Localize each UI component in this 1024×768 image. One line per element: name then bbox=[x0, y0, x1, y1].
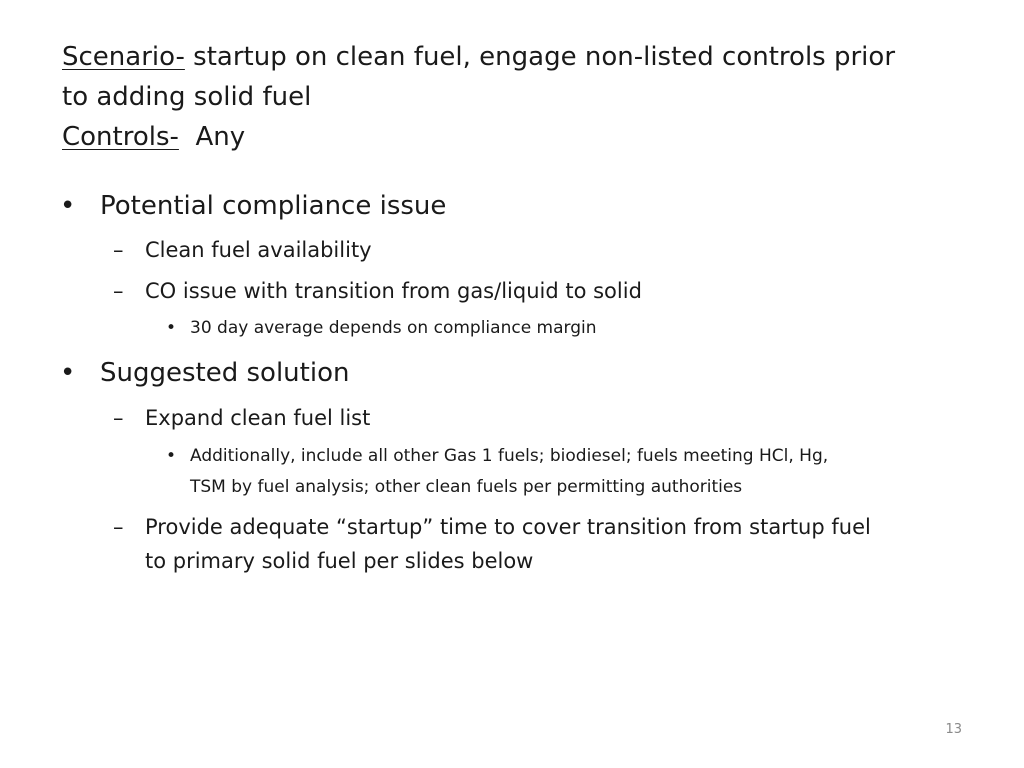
bullet-potential-compliance-issue bbox=[60, 189, 447, 223]
dash-marker: – bbox=[113, 515, 124, 539]
bullet-marker: • bbox=[60, 358, 76, 388]
scenario-label: Scenario- bbox=[62, 42, 185, 72]
sub-bullet-expand-clean-fuel-list bbox=[113, 401, 371, 435]
sub-bullet-text: CO issue with transition from gas/liquid to solid bbox=[145, 279, 642, 303]
bullet-marker: • bbox=[60, 191, 76, 221]
sub-sub-bullet-additionally-continued bbox=[190, 472, 742, 503]
sub-bullet-text-line-2: to primary solid fuel per slides below bbox=[145, 549, 534, 573]
scenario-text-line-1: startup on clean fuel, engage non-listed controls prior bbox=[184, 42, 896, 72]
sub-bullet-text: Clean fuel availability bbox=[145, 238, 372, 262]
sub-bullet-clean-fuel-availability bbox=[113, 233, 372, 267]
sub-sub-bullet-text-line-1: Additionally, include all other Gas 1 fuels; biodiesel; fuels meeting HCl, Hg, bbox=[190, 446, 829, 466]
bullet-marker: • bbox=[166, 318, 177, 338]
dash-marker: – bbox=[113, 238, 124, 262]
page-number: 13 bbox=[945, 722, 962, 737]
sub-sub-bullet-text-line-2: TSM by fuel analysis; other clean fuels per permitting authorities bbox=[190, 477, 743, 497]
bullet-text: Potential compliance issue bbox=[100, 191, 447, 221]
bullet-marker: • bbox=[166, 446, 177, 466]
sub-sub-bullet-30-day-average bbox=[166, 313, 597, 344]
sub-sub-bullet-text: 30 day average depends on compliance margin bbox=[190, 318, 597, 338]
sub-sub-bullet-additionally bbox=[166, 441, 829, 472]
sub-bullet-text: Expand clean fuel list bbox=[145, 406, 371, 430]
sub-bullet-text-line-1: Provide adequate “startup” time to cover transition from startup fuel bbox=[145, 515, 871, 539]
sub-bullet-provide-adequate-startup-continued bbox=[145, 544, 533, 578]
sub-bullet-co-issue bbox=[113, 274, 642, 308]
bullet-suggested-solution bbox=[60, 356, 350, 390]
dash-marker: – bbox=[113, 406, 124, 430]
bullet-text: Suggested solution bbox=[100, 358, 350, 388]
scenario-text-line-2: to adding solid fuel bbox=[62, 82, 312, 112]
controls-text: Any bbox=[178, 122, 246, 152]
sub-bullet-provide-adequate-startup bbox=[113, 510, 871, 544]
controls-label: Controls- bbox=[62, 122, 179, 152]
dash-marker: – bbox=[113, 279, 124, 303]
